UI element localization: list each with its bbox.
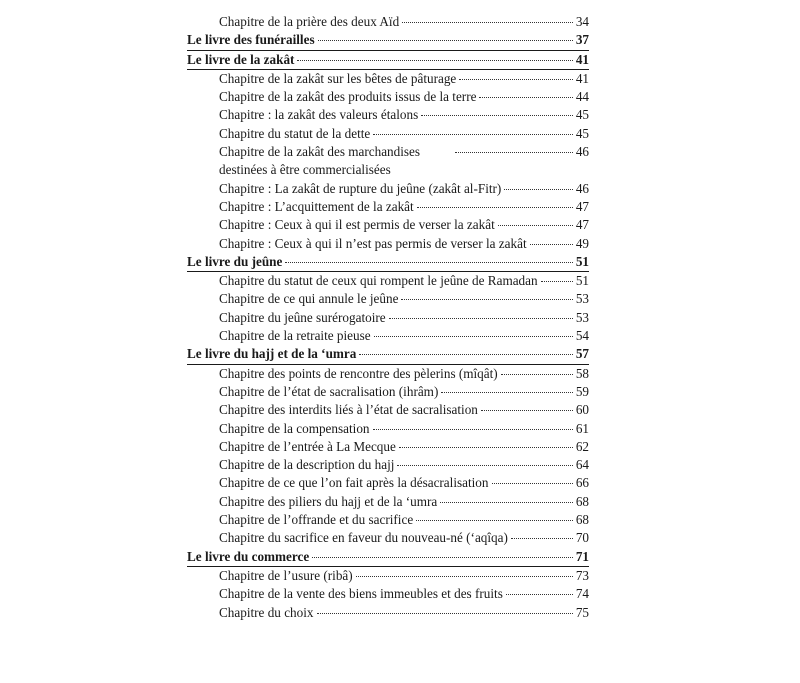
toc-chapter-entry[interactable]	[187, 272, 589, 290]
dot-leader	[530, 244, 573, 245]
toc-page-number: 45	[575, 107, 589, 123]
toc-page-number: 34	[575, 14, 589, 29]
dot-leader	[285, 262, 572, 263]
table-of-contents	[187, 13, 589, 622]
toc-page-number: 45	[575, 125, 589, 141]
toc-entry-title: Chapitre de la prière des deux Aïd	[219, 14, 400, 29]
toc-page-number: 46	[575, 144, 589, 160]
toc-entry-title: Le livre du commerce	[187, 548, 310, 564]
dot-leader	[479, 97, 572, 98]
toc-entry-title: Chapitre de la zakât des produits issus de la terre	[219, 89, 477, 105]
toc-page-number: 37	[575, 32, 589, 48]
toc-entry-title: Chapitre de l’état de sacralisation (ihrâm)	[219, 383, 439, 399]
toc-book-entry[interactable]	[187, 51, 589, 69]
toc-chapter-entry[interactable]	[187, 143, 589, 180]
toc-entry-title: Chapitre de la vente des biens immeubles et des fruits	[219, 586, 503, 602]
toc-entry-title: Chapitre de la zakât des marchandises destinées à être commercialisées	[219, 144, 421, 178]
toc-chapter-entry[interactable]	[187, 383, 589, 401]
toc-chapter-entry[interactable]	[187, 401, 589, 419]
toc-chapter-entry[interactable]	[187, 511, 589, 529]
toc-page-number: 41	[575, 70, 589, 86]
toc-entry-title: Chapitre de la compensation	[219, 420, 370, 436]
toc-entry-title: Chapitre : L’acquittement de la zakât	[219, 198, 414, 214]
dot-leader	[373, 134, 573, 135]
dot-leader	[441, 392, 572, 393]
toc-entry-title: Chapitre de la zakât sur les bêtes de pâturage	[219, 70, 457, 86]
toc-page-number: 51	[575, 273, 589, 289]
toc-chapter-entry[interactable]	[187, 235, 589, 253]
toc-page-number: 64	[575, 457, 589, 473]
toc-entry-title: Le livre du jeûne	[187, 253, 283, 269]
toc-page-number: 75	[575, 604, 589, 620]
toc-entry-title: Chapitre du sacrifice en faveur du nouveau-né (‘aqîqa)	[219, 530, 508, 546]
toc-page-number: 66	[575, 475, 589, 491]
toc-entry-title: Chapitre du statut de la dette	[219, 125, 371, 141]
dot-leader	[481, 410, 573, 411]
toc-page-number: 68	[575, 512, 589, 528]
toc-chapter-entry[interactable]	[187, 70, 589, 88]
toc-chapter-entry[interactable]	[187, 327, 589, 345]
toc-chapter-entry[interactable]	[187, 456, 589, 474]
dot-leader	[359, 354, 572, 355]
toc-page-number: 54	[575, 328, 589, 344]
toc-page-number: 70	[575, 530, 589, 546]
toc-chapter-entry[interactable]	[187, 585, 589, 603]
dot-leader	[501, 374, 573, 375]
dot-leader	[397, 465, 572, 466]
toc-book-entry[interactable]	[187, 253, 589, 271]
toc-page-number: 51	[575, 253, 589, 269]
dot-leader	[401, 299, 572, 300]
dot-leader	[498, 225, 573, 226]
toc-entry-title: Chapitre de l’usure (ribâ)	[219, 567, 353, 583]
toc-entry-title: Chapitre de l’entrée à La Mecque	[219, 438, 396, 454]
toc-chapter-entry[interactable]	[187, 216, 589, 234]
toc-entry-title: Chapitre des points de rencontre des pèlerins (mîqât)	[219, 365, 498, 381]
toc-entry-title: Chapitre de la retraite pieuse	[219, 328, 371, 344]
toc-book-entry[interactable]	[187, 31, 589, 49]
toc-page-number: 73	[575, 567, 589, 583]
toc-page-number: 68	[575, 493, 589, 509]
toc-page-number: 58	[575, 365, 589, 381]
toc-entry-title: Le livre du hajj et de la ‘umra	[187, 346, 357, 362]
toc-page-number: 61	[575, 420, 589, 436]
toc-page-number: 60	[575, 402, 589, 418]
toc-page-number: 59	[575, 383, 589, 399]
dot-leader	[297, 60, 572, 61]
toc-chapter-entry[interactable]	[187, 13, 589, 31]
toc-page-number: 62	[575, 438, 589, 454]
dot-leader	[455, 152, 573, 153]
toc-chapter-entry[interactable]	[187, 493, 589, 511]
dot-leader	[312, 557, 573, 558]
toc-page-number: 71	[575, 548, 589, 564]
dot-leader	[402, 22, 573, 23]
toc-entry-title: Chapitre du statut de ceux qui rompent le jeûne de Ramadan	[219, 273, 538, 289]
toc-chapter-entry[interactable]	[187, 365, 589, 383]
toc-chapter-entry[interactable]	[187, 438, 589, 456]
toc-entry-title: Chapitre : la zakât des valeurs étalons	[219, 107, 419, 123]
toc-chapter-entry[interactable]	[187, 198, 589, 216]
toc-chapter-entry[interactable]	[187, 180, 589, 198]
toc-chapter-entry[interactable]	[187, 290, 589, 308]
toc-entry-title: Chapitre du jeûne surérogatoire	[219, 309, 386, 325]
dot-leader	[541, 281, 573, 282]
toc-page-number: 57	[575, 346, 589, 362]
toc-book-entry[interactable]	[187, 345, 589, 363]
toc-chapter-entry[interactable]	[187, 474, 589, 492]
dot-leader	[389, 318, 573, 319]
dot-leader	[317, 613, 573, 614]
toc-chapter-entry[interactable]	[187, 529, 589, 547]
dot-leader	[440, 502, 573, 503]
toc-entry-title: Chapitre des interdits liés à l’état de sacralisation	[219, 402, 478, 418]
toc-entry-title: Chapitre de la description du hajj	[219, 457, 395, 473]
toc-chapter-entry[interactable]	[187, 88, 589, 106]
toc-entry-title: Chapitre : La zakât de rupture du jeûne (zakât al-Fitr)	[219, 180, 502, 196]
toc-page-number: 53	[575, 291, 589, 307]
toc-page-number: 47	[575, 198, 589, 214]
dot-leader	[492, 483, 573, 484]
dot-leader	[416, 520, 573, 521]
toc-entry-title: Le livre de la zakât	[187, 51, 295, 67]
toc-page-number: 47	[575, 217, 589, 233]
toc-chapter-entry[interactable]	[187, 420, 589, 438]
toc-page-number: 46	[575, 180, 589, 196]
toc-entry-title: Chapitre : Ceux à qui il n’est pas permis de verser la zakât	[219, 235, 527, 251]
toc-book-entry[interactable]	[187, 548, 589, 566]
toc-page-number: 74	[575, 586, 589, 602]
toc-page-number: 41	[575, 51, 589, 67]
toc-chapter-entry[interactable]	[187, 106, 589, 124]
dot-leader	[356, 576, 573, 577]
dot-leader	[504, 189, 573, 190]
toc-page-number: 49	[575, 235, 589, 251]
dot-leader	[421, 115, 573, 116]
toc-chapter-entry[interactable]	[187, 125, 589, 143]
dot-leader	[511, 538, 573, 539]
toc-entry-title: Chapitre du choix	[219, 604, 314, 620]
toc-chapter-entry[interactable]	[187, 309, 589, 327]
toc-chapter-entry[interactable]	[187, 604, 589, 622]
toc-entry-title: Chapitre de ce que l’on fait après la désacralisation	[219, 475, 489, 491]
toc-entry-title: Chapitre de ce qui annule le jeûne	[219, 291, 399, 307]
toc-entry-title: Chapitre de l’offrande et du sacrifice	[219, 512, 414, 528]
dot-leader	[506, 594, 573, 595]
dot-leader	[373, 429, 573, 430]
toc-page-number: 53	[575, 309, 589, 325]
dot-leader	[399, 447, 573, 448]
toc-page-number: 44	[575, 89, 589, 105]
toc-entry-title: Chapitre des piliers du hajj et de la ‘umra	[219, 493, 438, 509]
toc-chapter-entry[interactable]	[187, 567, 589, 585]
toc-entry-title: Chapitre : Ceux à qui il est permis de verser la zakât	[219, 217, 495, 233]
dot-leader	[318, 40, 573, 41]
dot-leader	[374, 336, 573, 337]
dot-leader	[417, 207, 573, 208]
toc-entry-title: Le livre des funérailles	[187, 32, 315, 48]
dot-leader	[459, 79, 573, 80]
